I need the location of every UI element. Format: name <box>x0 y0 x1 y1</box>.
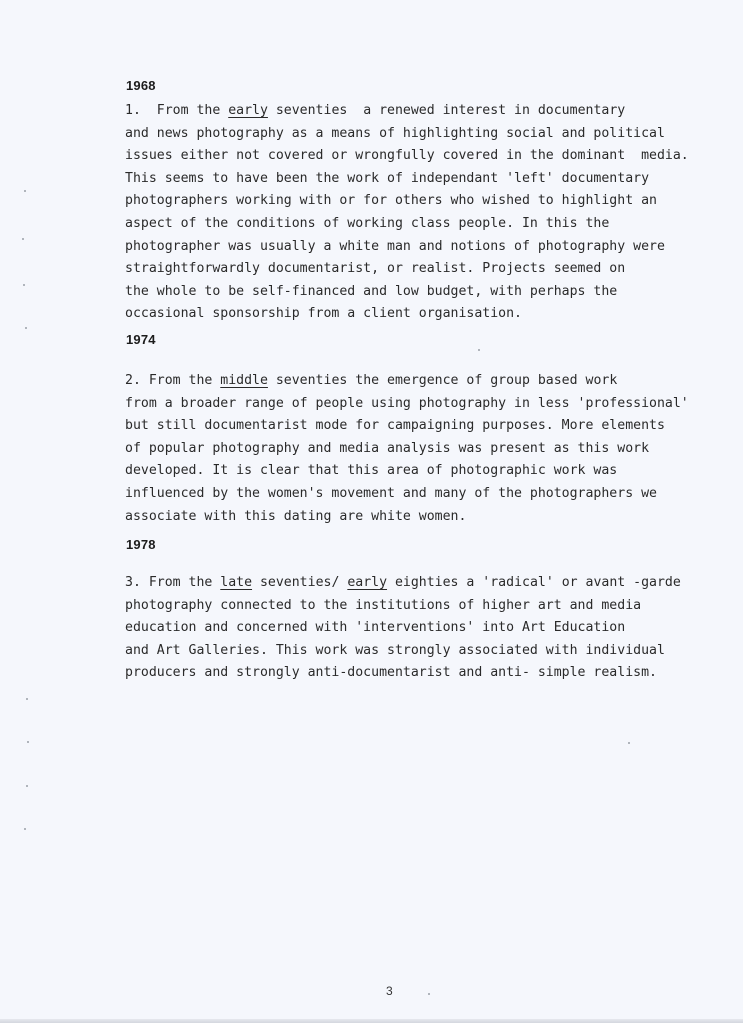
underlined-word: late <box>220 575 253 590</box>
text-line <box>125 415 689 438</box>
text-segment: from a broader range of people using photography in less 'professional' <box>125 395 689 411</box>
underlined-word: early <box>347 575 388 590</box>
text-segment: seventies a renewed interest in documentary <box>267 103 626 118</box>
scan-speck <box>478 349 480 351</box>
text-segment: the whole to be self-financed and low budget, with perhaps the <box>125 283 618 299</box>
text-segment: producers and strongly anti-documentarist and anti- simple realism. <box>125 665 657 681</box>
text-segment: occasional sponsorship from a client organisation. <box>125 306 522 322</box>
text-segment: associate with this dating are white women. <box>125 508 467 524</box>
text-line <box>125 100 689 123</box>
text-line <box>125 438 689 461</box>
year-heading-1974: 1974 <box>126 332 156 347</box>
underlined-word: early <box>228 103 268 118</box>
scan-speck <box>24 828 26 830</box>
text-segment: and news photography as a means of highlighting social and political <box>125 125 665 141</box>
text-line <box>125 483 689 506</box>
text-line <box>125 168 689 191</box>
text-line <box>125 595 681 618</box>
text-line <box>125 572 681 595</box>
text-line <box>125 213 689 236</box>
text-segment: straightforwardly documentarist, or realist. Projects seemed on <box>125 261 626 277</box>
text-line <box>125 281 689 304</box>
paragraph-2 <box>125 370 689 528</box>
year-heading-1978: 1978 <box>126 537 156 552</box>
text-segment: photographers working with or for others who wished to highlight an <box>125 193 657 209</box>
text-segment: of popular photography and media analysis was present as this work <box>125 440 650 456</box>
scan-speck <box>23 284 25 286</box>
text-line <box>125 190 689 213</box>
text-segment: aspect of the conditions of working class people. In this the <box>125 215 610 231</box>
text-line <box>125 370 689 393</box>
text-segment: influenced by the women's movement and many of the photographers we <box>125 485 657 501</box>
underlined-word: middle <box>220 373 268 388</box>
scan-speck <box>25 327 27 329</box>
page-number: 3 <box>386 984 393 998</box>
text-line <box>125 123 689 146</box>
text-segment: but still documentarist mode for campaigning purposes. More elements <box>125 418 665 434</box>
text-segment: photographer was usually a white man and notions of photography were <box>125 238 665 254</box>
text-segment: seventies/ <box>252 575 348 590</box>
paragraph-1 <box>125 100 689 326</box>
text-segment: 3. From the <box>125 575 221 590</box>
text-segment: This seems to have been the work of independant 'left' documentary <box>125 170 650 186</box>
text-line <box>125 393 689 416</box>
text-line <box>125 460 689 483</box>
text-segment: issues either not covered or wrongfully covered in the dominant media. <box>125 148 689 164</box>
text-segment: 1. From the <box>125 103 229 118</box>
scan-speck <box>26 785 28 787</box>
scan-speck <box>26 698 28 700</box>
scan-speck <box>428 993 430 995</box>
text-line <box>125 640 681 663</box>
scan-speck <box>628 742 630 744</box>
text-segment: education and concerned with 'interventions' into Art Education <box>125 620 626 636</box>
text-line <box>125 506 689 529</box>
text-segment: seventies the emergence of group based work <box>267 373 618 388</box>
scan-bottom-edge <box>0 1019 743 1023</box>
scan-speck <box>27 741 29 743</box>
paragraph-3 <box>125 572 681 685</box>
text-segment: and Art Galleries. This work was strongly associated with individual <box>125 642 665 658</box>
text-line <box>125 258 689 281</box>
text-segment: eighties a 'radical' or avant -garde <box>387 575 681 590</box>
text-line <box>125 662 681 685</box>
text-segment: 2. From the <box>125 373 221 388</box>
text-line <box>125 617 681 640</box>
text-segment: photography connected to the institutions of higher art and media <box>125 597 642 613</box>
text-segment: developed. It is clear that this area of photographic work was <box>125 463 618 479</box>
text-line <box>125 236 689 259</box>
text-line <box>125 303 689 326</box>
scan-speck <box>24 190 26 192</box>
year-heading-1968: 1968 <box>126 78 156 93</box>
text-line <box>125 145 689 168</box>
scan-speck <box>22 238 24 240</box>
